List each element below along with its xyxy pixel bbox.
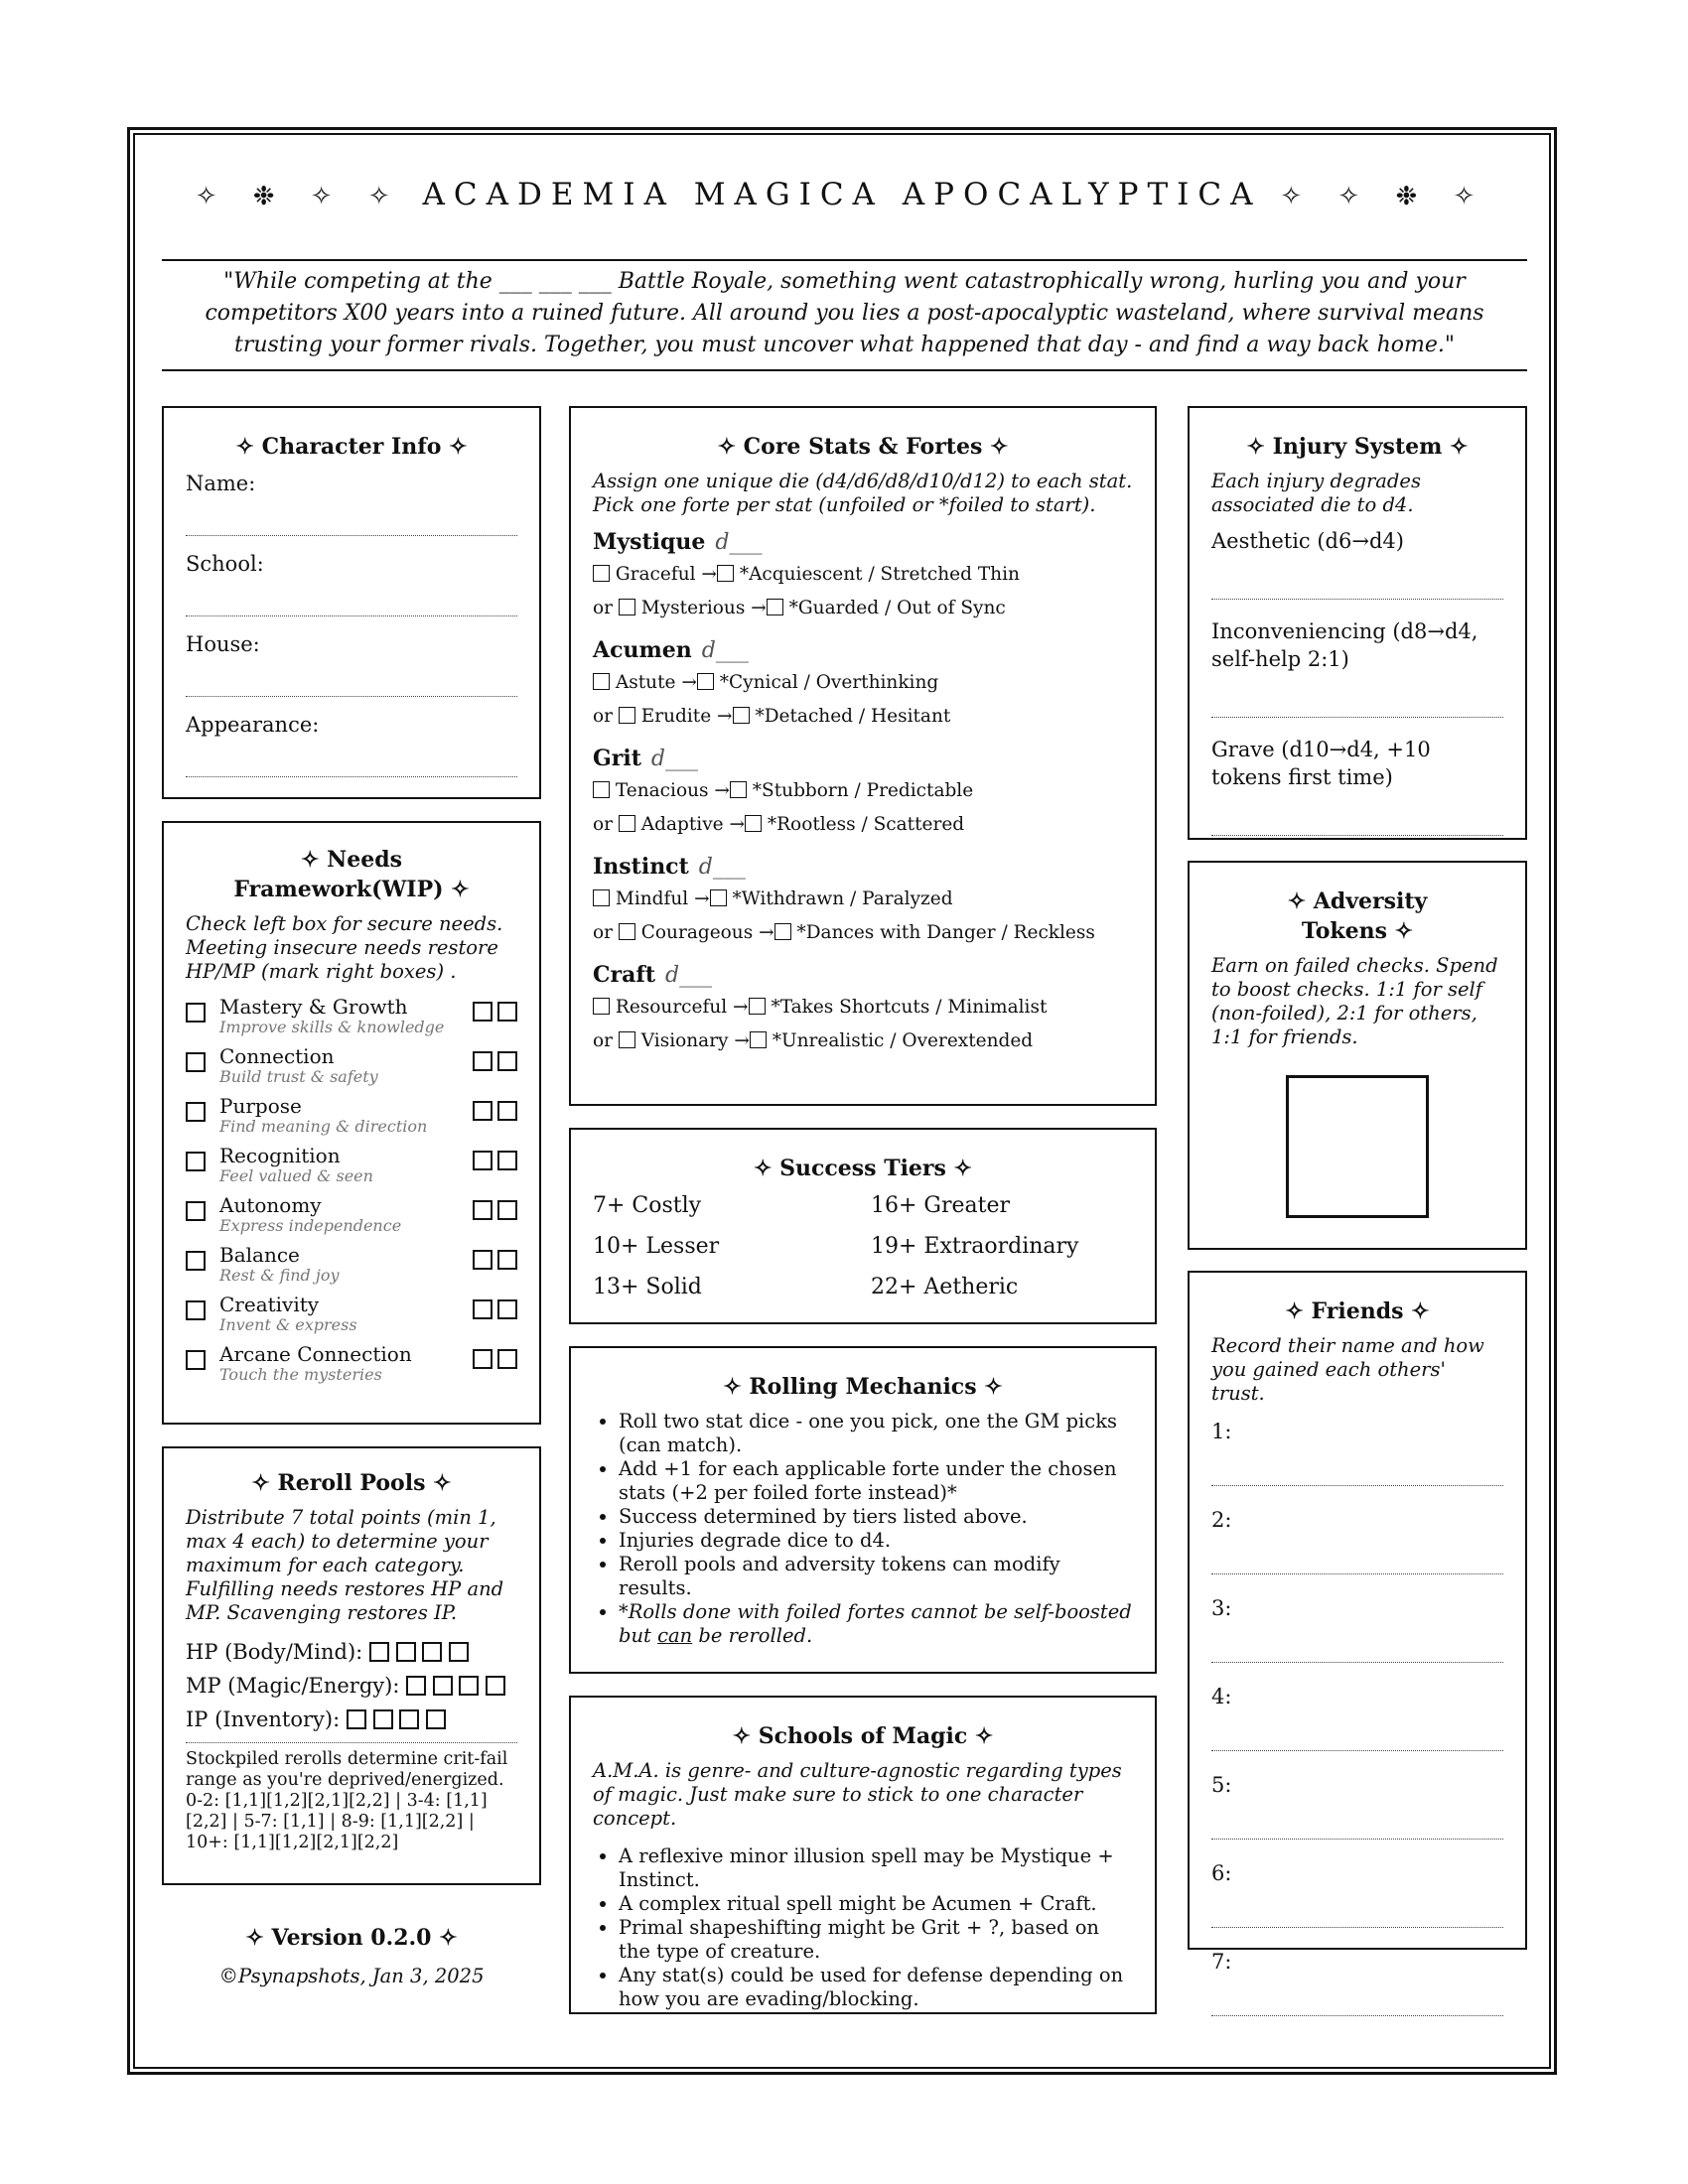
adversity-heading: ✧ Adversity Tokens ✧ [1287, 888, 1428, 944]
foiled-checkbox[interactable] [710, 889, 727, 906]
name-field[interactable] [186, 497, 517, 536]
foiled-checkbox[interactable] [730, 781, 747, 798]
injury-heading: ✧ Injury System ✧ [1246, 434, 1469, 460]
forte-checkbox[interactable] [593, 781, 610, 798]
pool-box[interactable] [369, 1642, 389, 1662]
forte-row: or Courageous → *Dances with Danger / Reckless [593, 922, 1095, 943]
friend-slot-field[interactable] [1211, 1710, 1503, 1751]
die-blank[interactable]: d___ [701, 638, 749, 663]
adversity-tokens-panel [1188, 861, 1527, 1250]
schools-heading: ✧ Schools of Magic ✧ [732, 1723, 994, 1749]
foiled-checkbox[interactable] [767, 599, 783, 615]
name-label: Name: [186, 472, 256, 495]
friend-slot-field[interactable] [1211, 1622, 1503, 1663]
rolling-mechanics-panel [569, 1346, 1157, 1674]
pool-box[interactable] [406, 1676, 426, 1696]
need-name: Connection [219, 1044, 335, 1068]
friend-slot-label: 4: [1211, 1685, 1232, 1708]
need-item [186, 1145, 517, 1186]
needs-list [186, 996, 517, 1385]
reroll-description: Distribute 7 total points (min 1, max 4 each) to determine your maximum for each category. Fulfilling needs restores HP and MP. Scavenging restores IP. [186, 1506, 504, 1624]
forte-row: Resourceful → *Takes Shortcuts / Minimalist [593, 991, 1133, 1024]
need-item [186, 1194, 517, 1236]
injury-inconveniencing-field[interactable] [1211, 673, 1503, 718]
friend-slot-field[interactable] [1211, 1887, 1503, 1928]
need-item [186, 1045, 517, 1087]
forte-checkbox[interactable] [593, 889, 610, 906]
die-blank[interactable]: d___ [664, 963, 713, 988]
need-item [186, 1294, 517, 1335]
character-info-heading: ✧ Character Info ✧ [235, 434, 468, 460]
hp-pool [186, 1635, 517, 1669]
forte-checkbox[interactable] [619, 815, 635, 832]
injury-description: Each injury degrades associated die to d4. [1211, 470, 1421, 516]
need-item [186, 996, 517, 1037]
secure-checkbox[interactable] [186, 1201, 206, 1221]
friends-description: Record their name and how you gained each others' trust. [1211, 1334, 1484, 1405]
core-stats-panel [569, 406, 1157, 1106]
school-field[interactable] [186, 578, 517, 616]
appearance-field[interactable] [186, 739, 517, 777]
reroll-pools-panel [162, 1446, 541, 1885]
rolling-item: • Add +1 for each applicable forte under the chosen stats (+2 per foiled forte instead)* [619, 1457, 1133, 1505]
title-ornament-right: ✧ ✧ ❉ ✧ [1280, 182, 1489, 211]
friend-slot-label: 1: [1211, 1420, 1232, 1443]
hp-label: HP (Body/Mind): [186, 1640, 363, 1664]
house-label: House: [186, 632, 260, 656]
pool-box[interactable] [373, 1709, 393, 1729]
schools-description: A.M.A. is genre- and culture-agnostic regarding types of magic. Just make sure to stick to one character concept. [593, 1759, 1122, 1830]
needs-description: Check left box for secure needs. Meeting insecure needs restore HP/MP (mark right boxes) . [186, 912, 503, 983]
friend-slot-label: 2: [1211, 1508, 1232, 1532]
foiled-checkbox[interactable] [750, 1031, 767, 1048]
injury-aesthetic: Aesthetic (d6→d4) [1211, 529, 1404, 553]
injury-grave-field[interactable] [1211, 791, 1503, 836]
secure-checkbox[interactable] [186, 1003, 206, 1023]
die-blank[interactable]: d___ [698, 855, 746, 880]
tier-item: 10+ Lesser [593, 1234, 720, 1259]
injury-grave: Grave (d10→d4, +10 tokens first time) [1211, 738, 1431, 789]
restore-checkbox[interactable] [497, 1051, 517, 1071]
restore-checkbox[interactable] [473, 1299, 492, 1319]
friend-slot-field[interactable] [1211, 1534, 1503, 1574]
schools-item: • A reflexive minor illusion spell may be Mystique + Instinct. [619, 1844, 1133, 1892]
foiled-checkbox[interactable] [717, 565, 734, 582]
adversity-description: Earn on failed checks. Spend to boost checks. 1:1 for self (non-foiled), 2:1 for others, 1:1 for friends. [1211, 954, 1498, 1048]
friend-slot-label: 3: [1211, 1596, 1232, 1620]
forte-row: Mindful → *Withdrawn / Paralyzed [593, 883, 1133, 916]
stat-craft: Craft d___ [593, 962, 713, 988]
pool-box[interactable] [396, 1642, 416, 1662]
need-name: Mastery & Growth [219, 995, 408, 1019]
rolling-list [593, 1410, 1133, 1648]
stat-grit: Grit d___ [593, 746, 698, 771]
mp-label: MP (Magic/Energy): [186, 1674, 400, 1698]
restore-checkbox[interactable] [473, 1151, 492, 1170]
school-label: School: [186, 552, 264, 576]
restore-checkbox[interactable] [497, 1349, 517, 1369]
foiled-checkbox[interactable] [697, 673, 714, 690]
friend-slot-label: 7: [1211, 1950, 1232, 1974]
pool-box[interactable] [459, 1676, 479, 1696]
tier-item: 16+ Greater [871, 1193, 1011, 1218]
tiers-grid [593, 1191, 1133, 1301]
appearance-label: Appearance: [186, 713, 320, 737]
die-blank[interactable]: d___ [650, 747, 698, 771]
restore-checkbox[interactable] [473, 1051, 492, 1071]
intro-bottom-rule [162, 369, 1527, 371]
forte-row: or Mysterious → *Guarded / Out of Sync [593, 598, 1006, 618]
need-sub: Express independence [219, 1216, 402, 1235]
tier-item: 22+ Aetheric [871, 1275, 1019, 1299]
restore-checkbox[interactable] [473, 1002, 492, 1022]
restore-checkbox[interactable] [473, 1200, 492, 1220]
success-tiers-panel [569, 1128, 1157, 1324]
character-info-panel [162, 406, 541, 799]
forte-checkbox[interactable] [619, 1031, 635, 1048]
friend-slot-field[interactable] [1211, 1445, 1503, 1486]
restore-checkbox[interactable] [473, 1250, 492, 1270]
schools-list [593, 1844, 1133, 2011]
rolling-heading: ✧ Rolling Mechanics ✧ [723, 1374, 1003, 1400]
pool-box[interactable] [422, 1642, 442, 1662]
need-item [186, 1244, 517, 1286]
schools-item: • Primal shapeshifting might be Grit + ?, based on the type of creature. [619, 1916, 1133, 1964]
schools-item: • Any stat(s) could be used for defense depending on how you are evading/blocking. [619, 1964, 1133, 2011]
needs-framework-panel [162, 821, 541, 1425]
forte-row: or Adaptive → *Rootless / Scattered [593, 814, 965, 835]
pool-box[interactable] [486, 1676, 505, 1696]
need-item [186, 1095, 517, 1137]
rolling-item: • Reroll pools and adversity tokens can modify results. [619, 1553, 1133, 1600]
pool-box[interactable] [433, 1676, 453, 1696]
reroll-heading: ✧ Reroll Pools ✧ [251, 1470, 452, 1496]
need-name: Autonomy [219, 1193, 322, 1217]
need-item [186, 1343, 517, 1385]
forte-checkbox[interactable] [593, 998, 610, 1015]
mp-pool [186, 1669, 517, 1703]
forte-row: Astute → *Cynical / Overthinking [593, 666, 1133, 700]
stat-mystique: Mystique d___ [593, 529, 763, 555]
secure-checkbox[interactable] [186, 1300, 206, 1320]
ip-label: IP (Inventory): [186, 1707, 341, 1731]
injury-system-panel [1188, 406, 1527, 840]
restore-checkbox[interactable] [497, 1299, 517, 1319]
secure-checkbox[interactable] [186, 1152, 206, 1171]
restore-checkbox[interactable] [497, 1250, 517, 1270]
success-heading: ✧ Success Tiers ✧ [754, 1156, 972, 1181]
friend-slot-label: 5: [1211, 1773, 1232, 1797]
title-ornament-left: ✧ ❉ ✧ ✧ [195, 182, 404, 211]
pool-box[interactable] [399, 1709, 419, 1729]
schools-of-magic-panel [569, 1696, 1157, 2014]
foiled-checkbox[interactable] [745, 815, 762, 832]
restore-checkbox[interactable] [497, 1151, 517, 1170]
forte-checkbox[interactable] [619, 707, 635, 724]
need-name: Arcane Connection [219, 1342, 412, 1366]
secure-checkbox[interactable] [186, 1102, 206, 1122]
forte-row: or Visionary → *Unrealistic / Overextended [593, 1030, 1034, 1051]
forte-checkbox[interactable] [593, 673, 610, 690]
foiled-checkbox[interactable] [774, 923, 791, 940]
injury-inconveniencing: Inconveniencing (d8→d4, self-help 2:1) [1211, 619, 1478, 671]
need-name: Purpose [219, 1094, 302, 1118]
forte-checkbox[interactable] [593, 565, 610, 582]
version-label: ✧ Version 0.2.0 ✧ [245, 1925, 458, 1951]
rolling-foiled-note: • *Rolls done with foiled fortes cannot be self-boosted but can be rerolled. [619, 1600, 1133, 1648]
title-text: ACADEMIA MAGICA APOCALYPTICA [422, 177, 1262, 212]
need-name: Recognition [219, 1144, 341, 1167]
crit-fail-note: Stockpiled rerolls determine crit-fail range as you're deprived/energized. 0-2: [1,1][1,2][2,1][2,2] | 3-4: [1,1][2,2] | 5-7: [1,1] | 8-9: [1,1][2,2] | 10+: [1,1][1,2][2,1][2,2] [186, 1742, 517, 1853]
foiled-checkbox[interactable] [749, 998, 766, 1015]
rolling-item: • Success determined by tiers listed above. [619, 1505, 1133, 1529]
need-sub: Rest & find joy [219, 1266, 340, 1285]
stat-instinct: Instinct d___ [593, 854, 746, 880]
rolling-item: • Injuries degrade dice to d4. [619, 1529, 1133, 1553]
house-field[interactable] [186, 658, 517, 697]
friend-slot-label: 6: [1211, 1861, 1232, 1885]
need-sub: Invent & express [219, 1315, 357, 1334]
schools-item: • A complex ritual spell might be Acumen + Craft. [619, 1892, 1133, 1916]
friends-heading: ✧ Friends ✧ [1285, 1298, 1430, 1324]
friends-panel [1188, 1271, 1527, 1974]
need-sub: Touch the mysteries [219, 1365, 382, 1384]
core-stats-description: Assign one unique die (d4/d6/d8/d10/d12) to each stat. Pick one forte per stat (unfoiled or *foiled to start). [593, 470, 1133, 516]
restore-checkbox[interactable] [497, 1200, 517, 1220]
die-blank[interactable]: d___ [715, 530, 763, 555]
forte-checkbox[interactable] [619, 599, 635, 615]
core-stats-heading: ✧ Core Stats & Fortes ✧ [717, 434, 1009, 460]
tier-item: 13+ Solid [593, 1275, 702, 1299]
tier-item: 7+ Costly [593, 1193, 702, 1218]
foiled-checkbox[interactable] [733, 707, 750, 724]
token-box[interactable] [1286, 1075, 1429, 1218]
restore-checkbox[interactable] [473, 1101, 492, 1121]
restore-checkbox[interactable] [473, 1349, 492, 1369]
secure-checkbox[interactable] [186, 1251, 206, 1271]
page-title [133, 177, 1551, 212]
intro-quote: "While competing at the ___ ___ ___ Battle Royale, something went catastrophically wrong, hurling you and your competitors X00 years into a ruined future. All around you lies a post-apocalyptic wasteland, where survival means trusting your former rivals. Together, you must uncover what happened that day - and find a way back home." [205, 269, 1484, 357]
version-credit: ©Psynapshots, Jan 3, 2025 [218, 1965, 485, 1987]
need-sub: Improve skills & knowledge [219, 1018, 445, 1036]
forte-row: or Erudite → *Detached / Hesitant [593, 706, 951, 727]
need-name: Creativity [219, 1293, 320, 1316]
rolling-item: • Roll two stat dice - one you pick, one the GM picks (can match). [619, 1410, 1133, 1457]
need-name: Balance [219, 1243, 300, 1267]
version-block [162, 1925, 541, 1987]
pool-box[interactable] [426, 1709, 446, 1729]
stat-acumen: Acumen d___ [593, 637, 749, 663]
forte-checkbox[interactable] [619, 923, 635, 940]
friend-slot-field[interactable] [1211, 1799, 1503, 1840]
need-sub: Find meaning & direction [219, 1117, 428, 1136]
restore-checkbox[interactable] [497, 1002, 517, 1022]
friend-slot-field[interactable] [1211, 1976, 1503, 2016]
needs-heading: ✧ Needs Framework(WIP) ✧ [233, 847, 470, 902]
intro-top-rule [162, 259, 1527, 261]
secure-checkbox[interactable] [186, 1350, 206, 1370]
forte-row: Tenacious → *Stubborn / Predictable [593, 774, 1133, 808]
forte-row: Graceful → *Acquiescent / Stretched Thin [593, 558, 1133, 592]
ip-pool [186, 1703, 517, 1736]
pool-box[interactable] [449, 1642, 469, 1662]
need-sub: Build trust & safety [219, 1067, 378, 1086]
secure-checkbox[interactable] [186, 1052, 206, 1072]
injury-aesthetic-field[interactable] [1211, 555, 1503, 600]
restore-checkbox[interactable] [497, 1101, 517, 1121]
need-sub: Feel valued & seen [219, 1166, 373, 1185]
pool-box[interactable] [347, 1709, 366, 1729]
tier-item: 19+ Extraordinary [871, 1234, 1079, 1259]
